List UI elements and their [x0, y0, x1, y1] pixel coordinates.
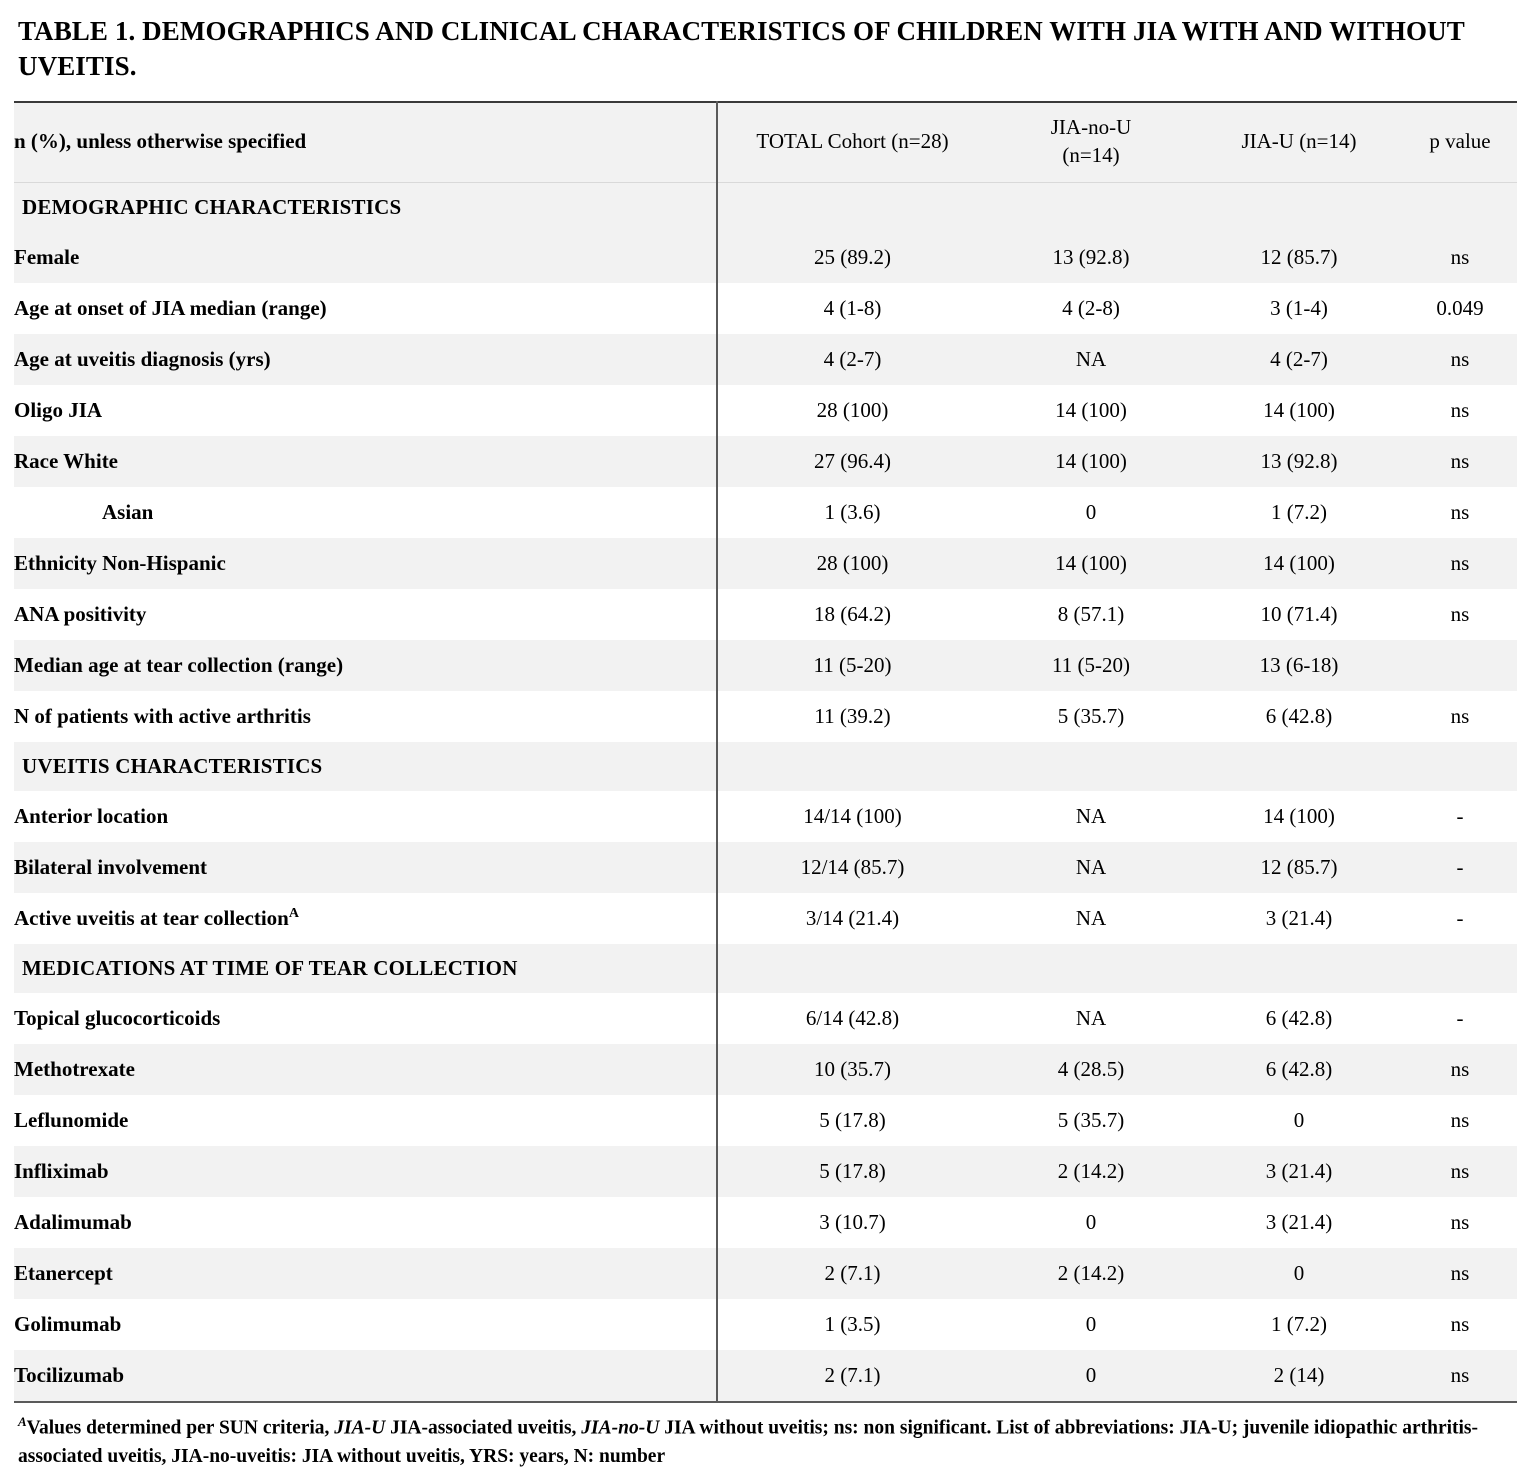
cell-total-cohort: 4 (1-8) [823, 295, 882, 320]
row-label [14, 334, 717, 385]
table-section-header [14, 742, 1517, 791]
cell-p-value: ns [1450, 1311, 1470, 1336]
footnote-part3: JIA without uveitis; ns: non significant. List of abbreviations: JIA-U; juvenile idiopathic arthritis-associated uveitis, JIA-no-uveitis: JIA without uveitis, YRS: years, N: number [18, 1417, 1479, 1467]
cell-jia-u: 3 (21.4) [1265, 905, 1333, 930]
cell-jia-no-u: NA [1075, 1005, 1107, 1030]
table-row [14, 1197, 1517, 1248]
table-row [14, 436, 1517, 487]
section-empty-cell [717, 742, 987, 791]
table-section-header [14, 944, 1517, 993]
header-label-cell: n (%), unless otherwise specified [14, 102, 717, 182]
cell-jia-no-u: 13 (92.8) [1052, 244, 1130, 269]
cell-jia-no-u: 0 [1085, 499, 1097, 524]
row-label-text: Ethnicity Non-Hispanic [14, 550, 226, 575]
row-label [14, 283, 717, 334]
row-label [14, 691, 717, 742]
cell-total-cohort: 2 (7.1) [824, 1260, 881, 1285]
cell-p-value: ns [1403, 1350, 1517, 1402]
table-row [14, 283, 1517, 334]
row-label [14, 1095, 717, 1146]
cell-jia-u: 6 (42.8) [1265, 1005, 1333, 1030]
row-label-text: Age at uveitis diagnosis (yrs) [14, 346, 271, 371]
cell-p-value: ns [1450, 244, 1470, 269]
table-row [14, 1248, 1517, 1299]
cell-total-cohort: 12/14 (85.7) [800, 854, 905, 879]
row-label-text: Etanercept [14, 1260, 113, 1285]
cell-p-value: - [1456, 854, 1464, 879]
cell-jia-no-u: 11 (5-20) [1052, 652, 1130, 677]
row-label [14, 640, 717, 691]
cell-jia-no-u: 2 (14.2) [1057, 1158, 1125, 1183]
cell-p-value: - [1456, 803, 1464, 828]
cell-jia-no-u: NA [1075, 346, 1107, 371]
section-empty-cell [987, 182, 1195, 232]
cell-jia-u: 6 (42.8) [1265, 703, 1333, 728]
table-row [14, 842, 1517, 893]
row-label [14, 232, 717, 283]
row-label-text: Age at onset of JIA median (range) [14, 295, 327, 320]
cell-jia-u: 6 (42.8) [1265, 1056, 1333, 1081]
cell-jia-no-u: 0 [987, 1350, 1195, 1402]
cell-jia-u: 1 (7.2) [1271, 1311, 1327, 1336]
cell-p-value: ns [1450, 346, 1470, 371]
table-body [14, 182, 1517, 1402]
cell-total-cohort: 5 (17.8) [819, 1107, 886, 1132]
cell-jia-no-u: 8 (57.1) [1057, 601, 1125, 626]
cell-p-value: ns [1450, 397, 1470, 422]
footnote-ital2: JIA-no-U [581, 1417, 660, 1439]
cell-p-value: ns [1450, 601, 1470, 626]
cell-jia-u: 3 (1-4) [1270, 295, 1328, 320]
table-header-row [14, 102, 1517, 182]
table-section-header [14, 182, 1517, 232]
header-jia-no-u [987, 102, 1195, 182]
cell-p-value: - [1456, 1005, 1464, 1030]
cell-jia-no-u: NA [1075, 905, 1107, 930]
table-row [14, 1044, 1517, 1095]
page-title: TABLE 1. DEMOGRAPHICS AND CLINICAL CHARACTERISTICS OF CHILDREN WITH JIA WITH AND WITHOUT UVEITIS. [18, 16, 1465, 81]
cell-p-value: ns [1450, 1056, 1470, 1081]
row-label-text: Asian [102, 499, 154, 524]
footnote-ital1: JIA-U [334, 1417, 386, 1439]
footnote-part2: JIA-associated uveitis, [385, 1417, 582, 1439]
row-label-text: Infliximab [14, 1158, 109, 1183]
cell-jia-no-u: 0 [1085, 1209, 1097, 1234]
row-label-text: Golimumab [14, 1311, 122, 1336]
row-label-text: Bilateral involvement [14, 854, 208, 879]
cell-p-value: ns [1450, 1260, 1470, 1285]
table-row [14, 791, 1517, 842]
cell-jia-no-u: 14 (100) [1055, 397, 1127, 422]
table-row [14, 893, 1517, 944]
cell-jia-no-u: 5 (35.7) [1057, 1107, 1125, 1132]
cell-total-cohort: 18 (64.2) [814, 601, 891, 626]
row-label-text: Oligo JIA [14, 397, 103, 422]
cell-p-value: ns [1450, 550, 1470, 575]
header-total-cohort: TOTAL Cohort (n=28) [756, 129, 949, 154]
cell-total-cohort: 25 (89.2) [814, 244, 891, 269]
demographics-table [14, 101, 1517, 1403]
cell-jia-u: 3 (21.4) [1265, 1209, 1333, 1234]
cell-jia-u: 3 (21.4) [1265, 1158, 1333, 1183]
table-row [14, 640, 1517, 691]
row-label [14, 385, 717, 436]
row-label [14, 1197, 717, 1248]
header-p-value: p value [1429, 129, 1491, 154]
table-row [14, 1350, 1517, 1402]
row-label-superscript: A [288, 905, 299, 921]
row-label [14, 993, 717, 1044]
cell-jia-no-u: 4 (28.5) [1057, 1056, 1125, 1081]
row-label [14, 1350, 717, 1402]
cell-total-cohort: 11 (5-20) [813, 652, 892, 677]
table-footnote [18, 1413, 1515, 1471]
cell-p-value: ns [1450, 1158, 1470, 1183]
section-empty-cell [987, 742, 1195, 791]
table-row [14, 993, 1517, 1044]
row-label-text: Anterior location [14, 803, 169, 828]
row-label [14, 893, 717, 944]
row-label-text: Topical glucocorticoids [14, 1005, 221, 1030]
table-row [14, 1299, 1517, 1350]
table-row [14, 589, 1517, 640]
cell-jia-no-u: 14 (100) [1055, 448, 1127, 473]
cell-total-cohort: 3/14 (21.4) [805, 905, 900, 930]
cell-jia-u: 14 (100) [1263, 397, 1335, 422]
table-row [14, 232, 1517, 283]
section-title: MEDICATIONS AT TIME OF TEAR COLLECTION [14, 944, 717, 993]
footnote-part1: Values determined per SUN criteria, [26, 1417, 335, 1439]
row-label [14, 1044, 717, 1095]
cell-total-cohort: 4 (2-7) [823, 346, 882, 371]
row-label [14, 589, 717, 640]
cell-jia-u: 13 (6-18) [1259, 652, 1339, 677]
cell-jia-u: 4 (2-7) [1270, 346, 1328, 371]
section-title: DEMOGRAPHIC CHARACTERISTICS [14, 182, 717, 232]
row-label-text: Median age at tear collection (range) [14, 652, 344, 677]
table-row [14, 334, 1517, 385]
cell-jia-u: 12 (85.7) [1260, 244, 1338, 269]
cell-jia-u: 10 (71.4) [1260, 601, 1338, 626]
cell-jia-no-u: 2 (14.2) [1057, 1260, 1125, 1285]
cell-p-value [1403, 640, 1517, 691]
row-label-text: Female [14, 244, 80, 269]
table-row [14, 538, 1517, 589]
row-label-text: Active uveitis at tear collection [14, 905, 289, 930]
section-empty-cell [1403, 182, 1517, 232]
cell-jia-u: 2 (14) [1195, 1350, 1403, 1402]
cell-jia-no-u: 0 [1085, 1311, 1097, 1336]
cell-jia-u: 12 (85.7) [1260, 854, 1338, 879]
header-jia-no-u-line2: (n=14) [1062, 143, 1120, 168]
table-row [14, 1095, 1517, 1146]
cell-jia-u: 14 (100) [1263, 803, 1335, 828]
cell-total-cohort: 6/14 (42.8) [805, 1005, 900, 1030]
cell-total-cohort: 28 (100) [816, 550, 889, 575]
cell-total-cohort: 10 (35.7) [814, 1056, 891, 1081]
cell-jia-no-u: 4 (2-8) [1062, 295, 1120, 320]
row-label [14, 487, 717, 538]
section-empty-cell [987, 944, 1195, 993]
row-label-text: Leflunomide [14, 1107, 129, 1132]
cell-total-cohort: 11 (39.2) [814, 703, 891, 728]
row-label-text: Methotrexate [14, 1056, 135, 1081]
cell-total-cohort: 5 (17.8) [819, 1158, 886, 1183]
row-label-text: Race White [14, 448, 119, 473]
cell-jia-no-u: 14 (100) [1055, 550, 1127, 575]
cell-p-value: ns [1450, 703, 1470, 728]
cell-total-cohort: 14/14 (100) [803, 803, 902, 828]
row-label [14, 1299, 717, 1350]
section-empty-cell [1195, 944, 1403, 993]
cell-jia-u: 0 [1293, 1107, 1305, 1132]
section-title: UVEITIS CHARACTERISTICS [14, 742, 717, 791]
cell-p-value: ns [1450, 499, 1470, 524]
cell-jia-no-u: 5 (35.7) [1057, 703, 1125, 728]
row-label [14, 538, 717, 589]
section-empty-cell [1403, 742, 1517, 791]
row-label [14, 842, 717, 893]
cell-total-cohort: 1 (3.5) [824, 1311, 881, 1336]
table-row [14, 487, 1517, 538]
row-label [14, 436, 717, 487]
row-label [14, 1248, 717, 1299]
row-label-text: Adalimumab [14, 1209, 132, 1234]
cell-p-value: ns [1450, 1107, 1470, 1132]
row-label [14, 1146, 717, 1197]
cell-jia-u: 14 (100) [1263, 550, 1335, 575]
cell-total-cohort: 28 (100) [816, 397, 889, 422]
cell-jia-no-u: NA [1075, 854, 1107, 879]
cell-total-cohort: 3 (10.7) [819, 1209, 886, 1234]
footnote-marker: A [18, 1413, 27, 1429]
cell-jia-u: 1 (7.2) [1271, 499, 1327, 524]
cell-p-value: - [1456, 905, 1464, 930]
section-empty-cell [1403, 944, 1517, 993]
section-empty-cell [717, 182, 987, 232]
row-label-text: Tocilizumab [14, 1362, 125, 1387]
cell-p-value: ns [1450, 448, 1470, 473]
cell-jia-u: 13 (92.8) [1260, 448, 1338, 473]
cell-total-cohort: 2 (7.1) [717, 1350, 987, 1402]
section-empty-cell [1195, 182, 1403, 232]
row-label-text: N of patients with active arthritis [14, 703, 311, 728]
cell-jia-u: 0 [1293, 1260, 1305, 1285]
row-label-text: ANA positivity [14, 601, 147, 626]
header-jia-u: JIA-U (n=14) [1241, 129, 1357, 154]
table-row [14, 691, 1517, 742]
section-empty-cell [1195, 742, 1403, 791]
table-row [14, 1146, 1517, 1197]
table-row [14, 385, 1517, 436]
row-label [14, 791, 717, 842]
cell-jia-no-u: NA [1075, 803, 1107, 828]
cell-total-cohort: 27 (96.4) [814, 448, 891, 473]
header-jia-no-u-line1: JIA-no-U [1050, 115, 1132, 140]
cell-total-cohort: 1 (3.6) [824, 499, 881, 524]
cell-p-value: ns [1450, 1209, 1470, 1234]
cell-p-value: 0.049 [1436, 295, 1484, 320]
section-empty-cell [717, 944, 987, 993]
